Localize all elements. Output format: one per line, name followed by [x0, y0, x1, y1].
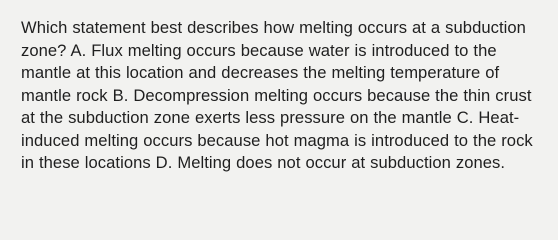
- question-text: Which statement best describes how melting occurs at a subduction zone? A. Flux melting occurs because water is introduced to the mantle at this location and decreases the melting temperature of mantle rock B. Decompression melting occurs because the thin crust at the subduction zone exerts less pressure on the mantle C. Heat-induced melting occurs because hot magma is introduced to the rock in these locations D. Melting does not occur at subduction zones.: [21, 18, 533, 172]
